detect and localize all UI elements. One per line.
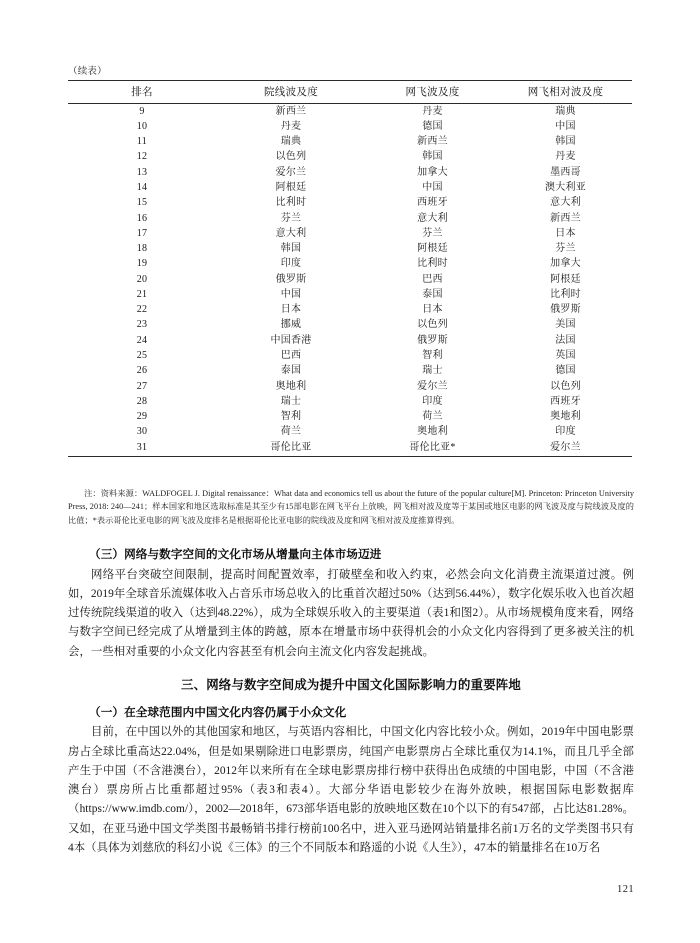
cell-country: 以色列 bbox=[275, 151, 307, 163]
page-number: 121 bbox=[617, 884, 634, 895]
cell-country: 阿根廷 bbox=[550, 273, 581, 285]
cell-country: 丹麦 bbox=[555, 151, 576, 163]
cell-country: 英国 bbox=[555, 350, 576, 362]
cell-country: 中国 bbox=[555, 120, 576, 132]
table-row bbox=[68, 135, 632, 150]
cell-country: 俄罗斯 bbox=[417, 334, 448, 346]
cell-rank: 9 bbox=[139, 105, 145, 117]
cell-country: 法国 bbox=[555, 334, 576, 346]
cell-country: 哥伦比亚 bbox=[270, 441, 312, 453]
cell-rank: 12 bbox=[136, 151, 148, 163]
cell-country: 泰国 bbox=[280, 365, 302, 377]
table-header bbox=[68, 81, 632, 104]
cell-rank: 22 bbox=[136, 304, 148, 316]
cell-rank: 26 bbox=[136, 365, 148, 377]
table-row bbox=[68, 150, 632, 165]
table-header-row bbox=[68, 81, 632, 104]
cell-country: 荷兰 bbox=[280, 426, 302, 438]
subsection-heading-one: （一）在全球范围内中国文化内容仍属于小众文化 bbox=[89, 705, 347, 719]
table-bottom-rule bbox=[68, 456, 632, 457]
cell-country: 日本 bbox=[280, 304, 302, 316]
paragraph-niche-culture: 目前，在中国以外的其他国家和地区，与英语内容相比，中国文化内容比较小众。例如，2019年中国电影票房占全球比重高达22.04%，但是如果剔除进口电影票房，纯国产电影票房占全球比重仅为14.1%，而且几乎全部产生于中国（不含港澳台），2012年以来所有在全球电影票房排行榜中获得出色成绩的中国电影，中国（不含港澳台）票房所占比重都超过95%（表3和表4）。大部分华语电影较少在海外放映，根据国际电影数据库（https://www.imdb.com/），2002—2018年，673部华语电影的放映地区数在10个以下的有547部，占比达81.28%。又如，在亚马逊中国文学类图书最畅销书排行榜前100名中，进入亚马逊网站销量排名前1万名的文学类图书只有4本（具体为刘慈欣的科幻小说《三体》的三个不同版本和路遥的小说《人生》），47本的销量排名在10万名 bbox=[68, 726, 634, 854]
cell-country: 俄罗斯 bbox=[550, 304, 581, 316]
cell-country: 丹麦 bbox=[280, 120, 302, 132]
table-row bbox=[68, 410, 632, 425]
chapter-heading: 三、网络与数字空间成为提升中国文化国际影响力的重要阵地 bbox=[181, 677, 521, 692]
cell-country: 俄罗斯 bbox=[275, 273, 307, 285]
table-body bbox=[68, 104, 632, 457]
cell-country: 芬兰 bbox=[422, 227, 443, 239]
cell-country: 奥地利 bbox=[417, 426, 448, 438]
cell-country: 印度 bbox=[555, 426, 576, 438]
cell-rank: 25 bbox=[136, 350, 148, 362]
cell-country: 瑞典 bbox=[280, 136, 302, 148]
cell-country: 奥地利 bbox=[275, 380, 307, 392]
cell-country: 奥地利 bbox=[550, 411, 581, 423]
table-row bbox=[68, 318, 632, 333]
table-row bbox=[68, 180, 632, 195]
cell-country: 新西兰 bbox=[417, 136, 448, 148]
cell-rank: 21 bbox=[136, 288, 148, 300]
cell-country: 意大利 bbox=[275, 227, 307, 239]
rank-table-container bbox=[68, 80, 632, 457]
table-row bbox=[68, 287, 632, 302]
cell-rank: 11 bbox=[136, 136, 148, 148]
cell-country: 瑞士 bbox=[422, 365, 443, 377]
cell-country: 哥伦比亚* bbox=[409, 441, 456, 453]
cell-country: 瑞典 bbox=[555, 105, 576, 117]
cell-country: 芬兰 bbox=[555, 243, 576, 255]
table-row bbox=[68, 333, 632, 348]
cell-country: 韩国 bbox=[280, 243, 302, 255]
cell-country: 阿根廷 bbox=[417, 243, 448, 255]
table-row bbox=[68, 104, 632, 120]
cell-country: 新西兰 bbox=[275, 105, 307, 117]
cell-country: 澳大利亚 bbox=[545, 181, 586, 193]
cell-rank: 14 bbox=[136, 181, 148, 193]
cell-country: 爱尔兰 bbox=[417, 380, 448, 392]
cell-country: 印度 bbox=[280, 258, 302, 270]
cell-country: 韩国 bbox=[422, 151, 443, 163]
table-row bbox=[68, 364, 632, 379]
cell-country: 加拿大 bbox=[417, 166, 448, 178]
table-row bbox=[68, 394, 632, 409]
cell-country: 挪威 bbox=[280, 319, 302, 331]
cell-country: 西班牙 bbox=[550, 395, 581, 407]
cell-country: 智利 bbox=[422, 350, 443, 362]
cell-rank: 15 bbox=[136, 197, 148, 209]
cell-rank: 20 bbox=[136, 273, 148, 285]
cell-country: 泰国 bbox=[422, 288, 443, 300]
cell-country: 日本 bbox=[555, 227, 576, 239]
note-text: 注：资料来源：WALDFOGEL J. Digital renaissance：What data and economics tell us about the future of the popular culture[M]. Princeton: Princeton University Press, 2018: 240—241；样本国家和地区选取标准是其至少有15部电影在网飞平台上放映，网飞相对波及度等于某国或地区电影的网飞波及度与院线波及度的比值；*表示哥伦比亚电影的网飞波及度排名是根据哥伦比亚电影的院线波及度和网飞相对波及度推算得到。 bbox=[68, 489, 634, 525]
table-row bbox=[68, 119, 632, 134]
cell-country: 巴西 bbox=[280, 350, 302, 362]
cell-rank: 19 bbox=[136, 258, 148, 270]
cell-rank: 30 bbox=[136, 426, 148, 438]
cell-rank: 24 bbox=[136, 334, 148, 346]
subsection-heading-three: （三）网络与数字空间的文化市场从增量向主体市场迈进 bbox=[89, 548, 382, 561]
cell-country: 比利时 bbox=[417, 258, 448, 270]
cell-country: 比利时 bbox=[550, 288, 581, 300]
table-row bbox=[68, 226, 632, 241]
cell-rank: 31 bbox=[136, 441, 148, 453]
cell-country: 墨西哥 bbox=[550, 166, 581, 178]
cell-rank: 23 bbox=[136, 319, 148, 331]
cell-country: 荷兰 bbox=[422, 411, 443, 423]
table-row bbox=[68, 165, 632, 180]
table-row bbox=[68, 211, 632, 226]
article-body bbox=[68, 546, 634, 858]
table-row bbox=[68, 303, 632, 318]
table-row bbox=[68, 425, 632, 440]
cell-country: 芬兰 bbox=[280, 212, 302, 224]
cell-country: 阿根廷 bbox=[275, 181, 307, 193]
cell-country: 中国 bbox=[280, 288, 302, 300]
cell-country: 德国 bbox=[555, 365, 576, 377]
table-note bbox=[68, 487, 634, 527]
cell-country: 韩国 bbox=[555, 136, 576, 148]
column-header-relative: 网飞相对波及度 bbox=[527, 87, 604, 98]
cell-country: 比利时 bbox=[275, 197, 307, 209]
cell-rank: 29 bbox=[136, 411, 148, 423]
table-row bbox=[68, 257, 632, 272]
cell-country: 意大利 bbox=[550, 197, 581, 209]
cell-country: 意大利 bbox=[417, 212, 448, 224]
cell-country: 西班牙 bbox=[417, 197, 448, 209]
table-row bbox=[68, 272, 632, 287]
continued-table-label: （续表） bbox=[68, 67, 107, 77]
rank-table bbox=[68, 80, 632, 456]
cell-country: 美国 bbox=[555, 319, 576, 331]
table-row bbox=[68, 242, 632, 257]
cell-rank: 18 bbox=[136, 243, 148, 255]
table-row bbox=[68, 440, 632, 456]
table-row bbox=[68, 196, 632, 211]
cell-rank: 17 bbox=[136, 227, 148, 239]
column-header-netflix: 网飞波及度 bbox=[405, 87, 460, 98]
cell-country: 德国 bbox=[422, 120, 443, 132]
cell-country: 中国 bbox=[422, 181, 443, 193]
cell-country: 瑞士 bbox=[280, 395, 302, 407]
cell-country: 丹麦 bbox=[422, 105, 443, 117]
cell-country: 加拿大 bbox=[550, 258, 581, 270]
cell-country: 爱尔兰 bbox=[275, 166, 307, 178]
table-row bbox=[68, 349, 632, 364]
cell-rank: 10 bbox=[136, 120, 148, 132]
cell-country: 智利 bbox=[280, 411, 302, 423]
cell-country: 巴西 bbox=[422, 273, 443, 285]
cell-rank: 28 bbox=[136, 395, 148, 407]
paragraph-digital-market: 网络平台突破空间限制，提高时间配置效率，打破壁垒和收入约束，必然会向文化消费主流渠道过渡。例如，2019年全球音乐流媒体收入占音乐市场总收入的比重首次超过50%（达到56.44%），数字化娱乐收入也首次超过传统院线渠道的收入（达到48.22%），成为全球娱乐收入的主要渠道（表1和图2）。从市场规模角度来看，网络与数字空间已经完成了从增量到主体的跨越，原本在增量市场中获得机会的小众文化内容得到了更多被关注的机会，一些相对重要的小众文化内容甚至有机会向主流文化内容发起挑战。 bbox=[68, 568, 634, 658]
cell-rank: 16 bbox=[136, 212, 148, 224]
cell-country: 日本 bbox=[422, 304, 443, 316]
cell-rank: 13 bbox=[136, 166, 148, 178]
column-header-theatrical: 院线波及度 bbox=[264, 87, 318, 98]
cell-country: 新西兰 bbox=[550, 212, 581, 224]
cell-country: 印度 bbox=[422, 395, 443, 407]
cell-country: 爱尔兰 bbox=[550, 441, 581, 453]
table-row bbox=[68, 379, 632, 394]
cell-country: 中国香港 bbox=[270, 334, 312, 346]
column-header-rank: 排名 bbox=[131, 87, 153, 98]
cell-country: 以色列 bbox=[417, 319, 448, 331]
cell-rank: 27 bbox=[136, 380, 148, 392]
cell-country: 以色列 bbox=[550, 380, 581, 392]
